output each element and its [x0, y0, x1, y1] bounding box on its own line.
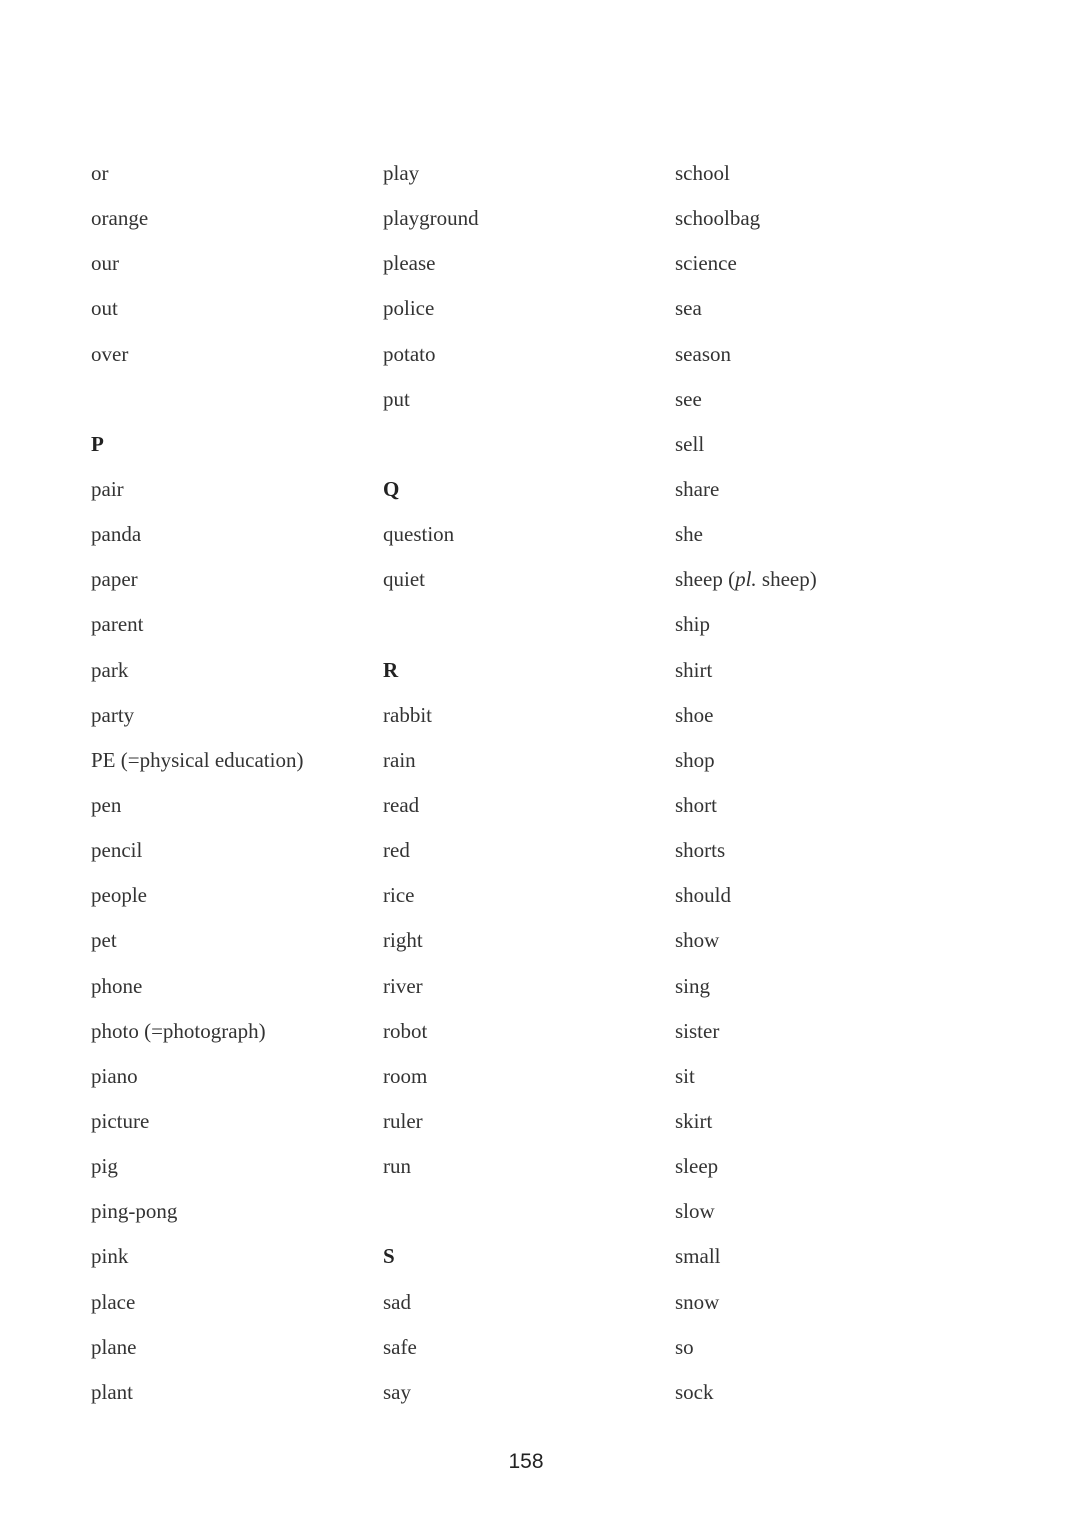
- word-column-3: [675, 151, 817, 1415]
- vocabulary-entry: over: [91, 341, 129, 366]
- word-column-1: [91, 151, 303, 1415]
- vocabulary-entry: sock: [675, 1379, 714, 1404]
- vocabulary-entry: piano: [91, 1063, 138, 1088]
- vocabulary-entry: panda: [91, 522, 142, 547]
- vocabulary-entry: shirt: [675, 657, 713, 682]
- vocabulary-entry: river: [383, 973, 423, 998]
- vocabulary-entry: ping-pong: [91, 1199, 178, 1224]
- vocabulary-entry: shoe: [675, 702, 714, 727]
- vocabulary-entry: small: [675, 1244, 721, 1269]
- vocabulary-entry: should: [675, 883, 732, 908]
- vocabulary-entry: [675, 557, 817, 602]
- vocabulary-entry: pair: [91, 476, 124, 501]
- vocabulary-entry: sister: [675, 1018, 720, 1043]
- vocabulary-entry: out: [91, 296, 118, 321]
- vocabulary-entry: see: [675, 386, 702, 411]
- word-column-2: [383, 151, 479, 1415]
- vocabulary-entry: pen: [91, 792, 122, 817]
- vocabulary-entry: pig: [91, 1154, 118, 1179]
- vocabulary-entry: science: [675, 251, 737, 276]
- vocabulary-entry: orange: [91, 206, 149, 231]
- vocabulary-entry: schoolbag: [675, 206, 761, 231]
- vocabulary-entry: school: [675, 161, 730, 185]
- vocabulary-entry: PE (=physical education): [91, 747, 304, 772]
- vocabulary-entry: please: [383, 251, 436, 276]
- letter-heading: Q: [383, 476, 400, 501]
- vocabulary-entry: playground: [383, 206, 479, 231]
- vocabulary-entry: sit: [675, 1063, 695, 1088]
- plural-form: sheep: [756, 567, 810, 592]
- vocabulary-entry: read: [383, 792, 420, 817]
- vocabulary-entry: share: [675, 476, 720, 501]
- vocabulary-entry: park: [91, 657, 129, 682]
- vocabulary-entry: paper: [91, 567, 138, 592]
- vocabulary-entry: phone: [91, 973, 143, 998]
- vocabulary-entry: sing: [675, 973, 711, 998]
- vocabulary-entry: picture: [91, 1108, 150, 1133]
- vocabulary-entry: so: [675, 1334, 694, 1359]
- vocabulary-entry: safe: [383, 1334, 417, 1359]
- vocabulary-entry: snow: [675, 1289, 720, 1314]
- vocabulary-entry: run: [383, 1154, 411, 1179]
- vocabulary-entry: skirt: [675, 1108, 713, 1133]
- vocabulary-entry: sad: [383, 1289, 411, 1314]
- vocabulary-entry: parent: [91, 612, 144, 637]
- vocabulary-entry: shorts: [675, 838, 726, 863]
- vocabulary-entry: season: [675, 341, 731, 366]
- plural-abbreviation: pl.: [735, 567, 757, 592]
- vocabulary-entry: shop: [675, 747, 715, 772]
- vocabulary-entry: rice: [383, 883, 415, 908]
- vocabulary-entry: photo (=photograph): [91, 1018, 266, 1043]
- vocabulary-entry: place: [91, 1289, 136, 1314]
- vocabulary-entry: play: [383, 161, 420, 185]
- vocabulary-entry: she: [675, 522, 703, 547]
- vocabulary-entry: put: [383, 386, 410, 411]
- vocabulary-entry: pet: [91, 928, 117, 953]
- vocabulary-entry: potato: [383, 341, 436, 366]
- vocabulary-entry: pencil: [91, 838, 143, 863]
- entry-punctuation: ): [809, 567, 817, 592]
- letter-heading: R: [383, 657, 399, 682]
- vocabulary-entry: short: [675, 792, 717, 817]
- vocabulary-entry: rain: [383, 747, 416, 772]
- vocabulary-entry: sea: [675, 296, 702, 321]
- vocabulary-entry: plane: [91, 1334, 137, 1359]
- vocabulary-entry: people: [91, 883, 147, 908]
- entry-punctuation: (: [722, 567, 736, 592]
- vocabulary-entry: say: [383, 1379, 411, 1404]
- vocabulary-entry: sleep: [675, 1154, 719, 1179]
- vocabulary-entry: ruler: [383, 1108, 423, 1133]
- vocabulary-entry: party: [91, 702, 135, 727]
- blank-row: [383, 602, 479, 647]
- vocabulary-entry: robot: [383, 1018, 428, 1043]
- vocabulary-entry: or: [91, 161, 109, 185]
- vocabulary-entry: plant: [91, 1379, 133, 1404]
- vocabulary-entry: show: [675, 928, 720, 953]
- blank-row: [91, 377, 303, 422]
- blank-row: [383, 1189, 479, 1234]
- vocabulary-entry: rabbit: [383, 702, 432, 727]
- vocabulary-entry: sell: [675, 431, 705, 456]
- vocabulary-entry: red: [383, 838, 410, 863]
- vocabulary-entry: ship: [675, 612, 711, 637]
- letter-heading: P: [91, 431, 104, 456]
- vocabulary-entry: right: [383, 928, 423, 953]
- vocabulary-entry: pink: [91, 1244, 129, 1269]
- entry-word: sheep: [675, 567, 723, 592]
- vocabulary-entry: question: [383, 522, 455, 547]
- vocabulary-entry: slow: [675, 1199, 715, 1224]
- letter-heading: S: [383, 1244, 395, 1269]
- vocabulary-entry: quiet: [383, 567, 425, 592]
- page-number: 158: [508, 1450, 544, 1473]
- vocabulary-entry: our: [91, 251, 119, 276]
- blank-row: [383, 422, 479, 467]
- vocabulary-entry: police: [383, 296, 435, 321]
- vocabulary-entry: room: [383, 1063, 428, 1088]
